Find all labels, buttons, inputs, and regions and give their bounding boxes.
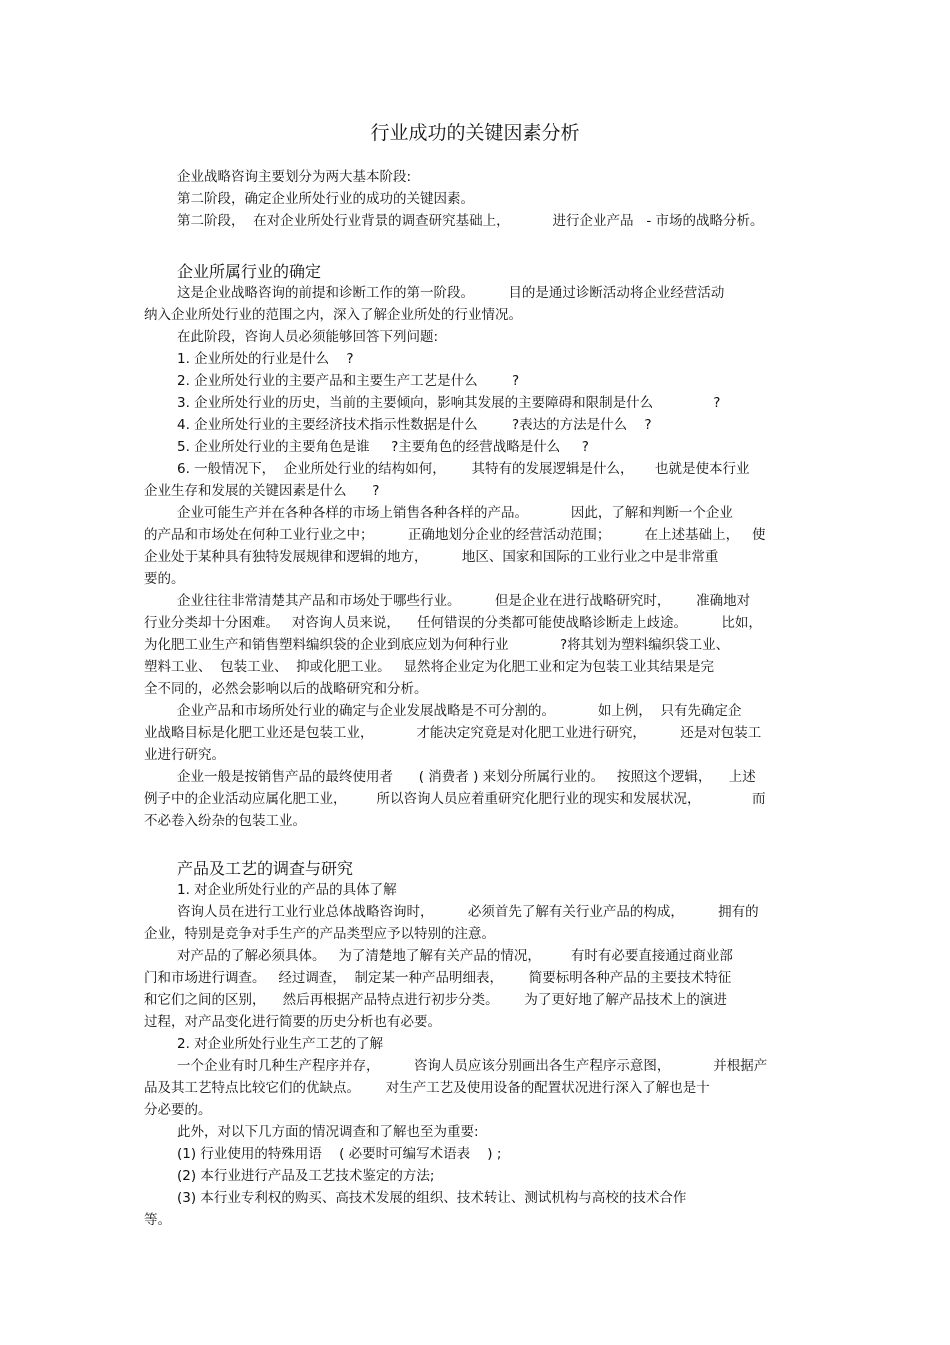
paragraph-line: 过程，对产品变化进行简要的历史分析也有必要。 bbox=[144, 1014, 441, 1030]
question-item: 4. 企业所处行业的主要经济技术指示性数据是什么 ?表达的方法是什么 ? bbox=[177, 417, 652, 433]
paragraph-line: 行业分类却十分困难。 对咨询人员来说， 任何错误的分类都可能使战略诊断走上歧途。 比如， bbox=[144, 615, 762, 631]
question-item: 6. 一般情况下， 企业所处行业的结构如何， 其特有的发展逻辑是什么， 也就是使本行业 bbox=[177, 461, 750, 477]
subsection-heading: 1. 对企业所处行业的产品的具体了解 bbox=[177, 882, 397, 898]
paragraph-line: 纳入企业所处行业的范围之内，深入了解企业所处的行业情况。 bbox=[144, 307, 522, 323]
page-title: 行业成功的关键因素分析 bbox=[370, 122, 580, 144]
paragraph-line: 例子中的企业活动应属化肥工业， 所以咨询人员应着重研究化肥行业的现实和发展状况， 而 bbox=[144, 791, 766, 807]
paragraph-line: 分必要的。 bbox=[144, 1102, 212, 1118]
question-item: 2. 企业所处行业的主要产品和主要生产工艺是什么 ? bbox=[177, 373, 520, 389]
question-item: 3. 企业所处行业的历史，当前的主要倾向，影响其发展的主要障碍和限制是什么 ? bbox=[177, 395, 721, 411]
question-item: 5. 企业所处行业的主要角色是谁 ?主要角色的经营战略是什么 ? bbox=[177, 439, 589, 455]
intro-line: 第二阶段，确定企业所处行业的成功的关键因素。 bbox=[177, 191, 474, 207]
paragraph-line: 品及其工艺特点比较它们的优缺点。 对生产工艺及使用设备的配置状况进行深入了解也是十 bbox=[144, 1080, 710, 1096]
paragraph-line: 要的。 bbox=[144, 571, 185, 587]
paragraph-line: 和它们之间的区别， 然后再根据产品特点进行初步分类。 为了更好地了解产品技术上的演进 bbox=[144, 992, 727, 1008]
section-heading: 产品及工艺的调查与研究 bbox=[177, 859, 354, 878]
paragraph-line: 企业生存和发展的关键因素是什么 ? bbox=[144, 483, 380, 499]
paragraph-line: 门和市场进行调查。 经过调查， 制定某一种产品明细表， 简要标明各种产品的主要技术特征 bbox=[144, 970, 732, 986]
section-heading: 企业所属行业的确定 bbox=[177, 262, 322, 281]
paragraph-line: 等。 bbox=[144, 1212, 171, 1228]
paragraph-line: 一个企业有时几种生产程序并存， 咨询人员应该分别画出各生产程序示意图， 并根据产 bbox=[177, 1058, 768, 1074]
intro-line: 第二阶段， 在对企业所处行业背景的调查研究基础上， 进行企业产品 - 市场的战略分析。 bbox=[177, 213, 764, 229]
paragraph-line: 的产品和市场处在何种工业行业之中； 正确地划分企业的经营活动范围； 在上述基础上， 使 bbox=[144, 527, 766, 543]
paragraph-line: 在此阶段，咨询人员必须能够回答下列问题: bbox=[177, 329, 439, 345]
paragraph-line: 企业，特别是竞争对手生产的产品类型应予以特别的注意。 bbox=[144, 926, 495, 942]
paragraph-line: 这是企业战略咨询的前提和诊断工作的第一阶段。 目的是通过诊断活动将企业经营活动 bbox=[177, 285, 725, 301]
list-item: (3) 本行业专利权的购买、高技术发展的组织、技术转让、测试机构与高校的技术合作 bbox=[177, 1190, 687, 1206]
paragraph-line: 塑料工业、 包装工业、 抑或化肥工业。 显然将企业定为化肥工业和定为包装工业其结果是完 bbox=[144, 659, 715, 675]
paragraph-line: 不必卷入纷杂的包装工业。 bbox=[144, 813, 306, 829]
paragraph-line: 全不同的，必然会影响以后的战略研究和分析。 bbox=[144, 681, 428, 697]
paragraph-line: 企业处于某种具有独特发展规律和逻辑的地方， 地区、国家和国际的工业行业之中是非常重 bbox=[144, 549, 719, 565]
paragraph-line: 咨询人员在进行工业行业总体战略咨询时， 必须首先了解有关行业产品的构成， 拥有的 bbox=[177, 904, 759, 920]
subsection-heading: 2. 对企业所处行业生产工艺的了解 bbox=[177, 1036, 384, 1052]
intro-line: 企业战略咨询主要划分为两大基本阶段: bbox=[177, 169, 412, 185]
paragraph-line: 对产品的了解必须具体。 为了清楚地了解有关产品的情况， 有时有必要直接通过商业部 bbox=[177, 948, 733, 964]
paragraph-line: 业进行研究。 bbox=[144, 747, 225, 763]
list-item: (1) 行业使用的特殊用语 ( 必要时可编写术语表 ) ; bbox=[177, 1146, 502, 1162]
question-item: 1. 企业所处的行业是什么 ? bbox=[177, 351, 354, 367]
list-item: (2) 本行业进行产品及工艺技术鉴定的方法; bbox=[177, 1168, 435, 1184]
paragraph-line: 企业可能生产并在各种各样的市场上销售各种各样的产品。 因此，了解和判断一个企业 bbox=[177, 505, 733, 521]
paragraph-line: 此外，对以下几方面的情况调查和了解也至为重要: bbox=[177, 1124, 479, 1140]
paragraph-line: 企业产品和市场所处行业的确定与企业发展战略是不可分割的。 如上例， 只有先确定企 bbox=[177, 703, 742, 719]
paragraph-line: 为化肥工业生产和销售塑料编织袋的企业到底应划为何种行业 ?将其划为塑料编织袋工业、 bbox=[144, 637, 730, 653]
paragraph-line: 企业往往非常清楚其产品和市场处于哪些行业。 但是企业在进行战略研究时， 准确地对 bbox=[177, 593, 751, 609]
paragraph-line: 企业一般是按销售产品的最终使用者 ( 消费者 ) 来划分所属行业的。 按照这个逻辑， 上述 bbox=[177, 769, 756, 785]
paragraph-line: 业战略目标是化肥工业还是包装工业， 才能决定究竟是对化肥工业进行研究， 还是对包装工 bbox=[144, 725, 762, 741]
